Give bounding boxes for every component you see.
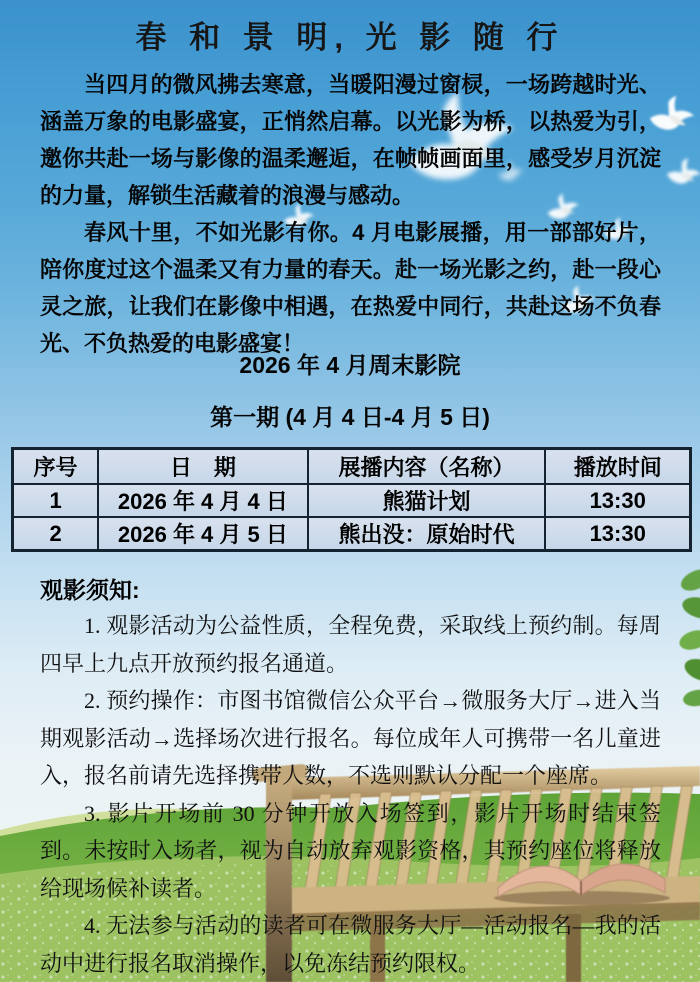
section-subheading: 第一期 (4 月 4 日-4 月 5 日) <box>210 404 490 430</box>
cell-seq: 1 <box>13 484 99 517</box>
intro-paragraph-1: 当四月的微风拂去寒意，当暖阳漫过窗棂，一场跨越时光、涵盖万象的电影盛宴，正悄然启幕。以光影为桥，以热爱为引，邀你共赴一场与影像的温柔邂逅，在帧帧画面里，感受岁月沉淀的力量，解锁生活藏着的浪漫与感动。 <box>40 72 661 208</box>
section-heading: 2026 年 4 月周末影院 <box>239 352 461 378</box>
notice-item-1: 1. 观影活动为公益性质，全程免费，采取线上预约制。每周四早上九点开放预约报名通道。 <box>40 613 661 676</box>
notice-item-3: 3. 影片开场前 30 分钟开放入场签到，影片开场时结束签到。未按时入场者，视为自动放弃观影资格，其预约座位将释放给现场候补读者。 <box>40 800 661 901</box>
cell-date: 2026 年 4 月 5 日 <box>98 517 308 551</box>
header-seq: 序号 <box>13 449 99 485</box>
page-title: 春 和 景 明, 光 影 随 行 <box>135 20 565 55</box>
header-movie: 展播内容（名称） <box>308 449 546 485</box>
table-header-row <box>13 449 691 485</box>
cell-time: 13:30 <box>545 484 690 517</box>
notice-list <box>40 607 661 982</box>
header-date: 日 期 <box>98 449 308 485</box>
cell-date: 2026 年 4 月 4 日 <box>98 484 308 517</box>
notice-item-4: 4. 无法参与活动的读者可在微服务大厅—活动报名—我的活动中进行报名取消操作，以免冻结预约限权。 <box>40 913 661 976</box>
cell-movie: 熊出没：原始时代 <box>308 517 546 551</box>
notice-title: 观影须知: <box>40 577 140 603</box>
cell-seq: 2 <box>13 517 99 551</box>
header-time: 播放时间 <box>545 449 690 485</box>
table-row <box>13 517 691 551</box>
intro-paragraph-2: 春风十里，不如光影有你。4 月电影展播，用一部部好片，陪你度过这个温柔又有力量的春天。赴一场光影之约，赴一段心灵之旅，让我们在影像中相遇，在热爱中同行，共赴这场不负春光、不负热爱的电影盛宴！ <box>40 220 661 356</box>
cell-time: 13:30 <box>545 517 690 551</box>
table-row <box>13 484 691 517</box>
cell-movie: 熊猫计划 <box>308 484 546 517</box>
schedule-table <box>11 447 692 552</box>
notice-item-2: 2. 预约操作：市图书馆微信公众平台→微服务大厅→进入当期观影活动→选择场次进行报名。每位成年人可携带一名儿童进入，报名前请先选择携带人数，不选则默认分配一个座席。 <box>40 688 661 788</box>
